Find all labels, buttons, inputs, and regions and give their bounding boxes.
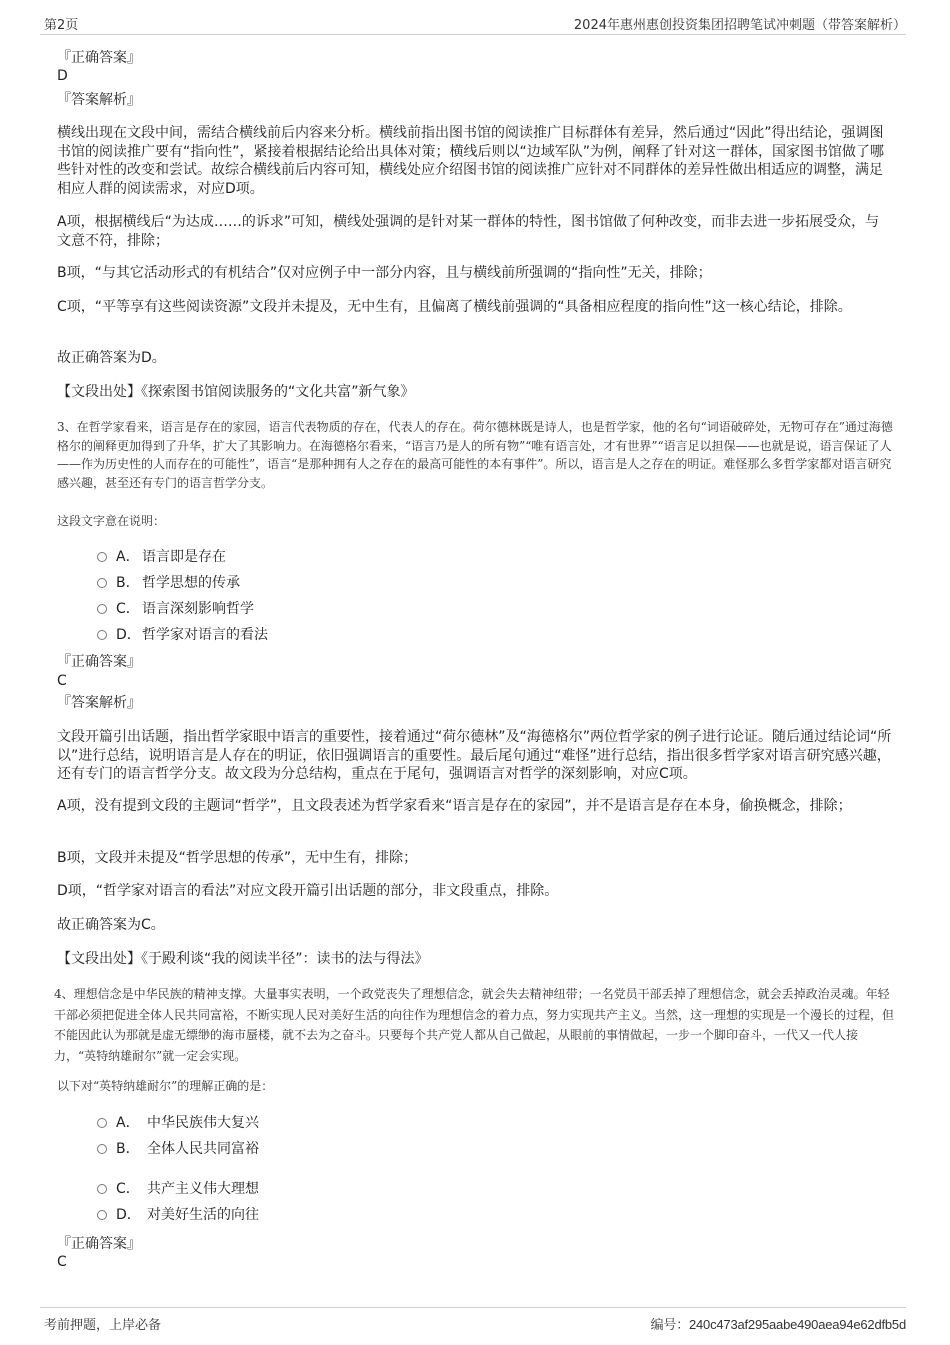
radio-icon[interactable] [97, 630, 107, 640]
radio-icon[interactable] [97, 552, 107, 562]
option-b[interactable] [97, 1140, 259, 1158]
option-b[interactable] [97, 574, 240, 592]
option-text: 语言深刻影响哲学 [142, 601, 254, 617]
radio-icon[interactable] [97, 578, 107, 588]
conclusion: 故正确答案为D。 [57, 350, 166, 366]
option-a[interactable] [97, 1114, 259, 1132]
option-label: D． [116, 627, 141, 643]
question-4-text: 4、理想信念是中华民族的精神支撑。大量事实表明，一个政党丧失了理想信念，就会失去精神纽带；一名党员干部丢掉了理想信念，就会丢掉政治灵魂。年轻干部必须把促进全体人民共同富裕，不断实现人民对美好生活的向往作为理想信念的着力点，努力实现共产主义。当然，这一理想的实现是一个漫长的过程，但不能因此认为那就是虚无缥缈的海市蜃楼，就不去为之奋斗。只要每个共产党人都从自己做起，从眼前的事情做起，一步一个脚印奋斗，一代又一代人接力，“英特纳雄耐尔”就一定会实现。 [54, 987, 895, 1063]
option-label: A． [116, 1115, 140, 1131]
document-code: 编号：240c473af295aabe490aea94e62dfb5d [650, 1317, 906, 1332]
option-text: 语言即是存在 [142, 549, 226, 565]
question-4-prompt: 以下对“英特纳雄耐尔”的理解正确的是： [57, 1079, 274, 1093]
option-c-analysis: C项，“平等享有这些阅读资源”文段并未提及，无中生有，且偏离了横线前强调的“具备相应程度的指向性”这一核心结论，排除。 [57, 299, 852, 315]
question-3-prompt: 这段文字意在说明： [57, 514, 166, 528]
option-c[interactable] [97, 1180, 259, 1198]
option-label: B． [116, 575, 140, 591]
radio-icon[interactable] [97, 604, 107, 614]
analysis-text: 横线出现在文段中间，需结合横线前后内容来分析。横线前指出图书馆的阅读推广目标群体有差异，然后通过“因此”得出结论，强调图书馆的阅读推广要有“指向性”，紧接着根据结论给出具体对策；横线后则以“边域军队”为例，阐释了针对这一群体，国家图书馆做了哪些针对性的改变和尝试。故综合横线前后内容可知，横线处应介绍图书馆的阅读推广应针对不同群体的差异性做出相适应的调整，满足相应人群的阅读需求，对应D项。 [57, 125, 885, 197]
option-label: C． [116, 601, 140, 617]
option-text: 共产主义伟大理想 [147, 1181, 259, 1197]
analysis-text: 文段开篇引出话题，指出哲学家眼中语言的重要性，接着通过“荷尔德林”及“海德格尔”两位哲学家的例子进行论证。随后通过结论词“所以”进行总结，说明语言是人存在的明证，依旧强调语言的重要性。最后尾句通过“难怪”进行总结，指出很多哲学家对语言研究感兴趣，还有专门的语言哲学分支。故文段为分总结构，重点在于尾句，强调语言对哲学的深刻影响，对应C项。 [57, 729, 892, 782]
answer-value: C [57, 673, 67, 689]
answer-label: 『正确答案』 [57, 654, 141, 670]
answer-label: 『正确答案』 [57, 50, 141, 66]
option-a-analysis: A项，没有提到文段的主题词“哲学”，且文段表述为哲学家看来“语言是存在的家园”，并不是语言是存在本身，偷换概念，排除； [57, 798, 852, 814]
document-title: 2024年惠州惠创投资集团招聘笔试冲刺题（带答案解析） [573, 18, 906, 33]
option-text: 中华民族伟大复兴 [147, 1115, 259, 1131]
analysis-label: 『答案解析』 [57, 92, 141, 108]
option-b-analysis: B项，“与其它活动形式的有机结合”仅对应例子中一部分内容，且与横线前所强调的“指向性”无关，排除； [57, 265, 712, 281]
option-c[interactable] [97, 600, 254, 618]
answer-value: C [57, 1254, 67, 1270]
option-text: 对美好生活的向往 [147, 1207, 259, 1223]
source: 【文段出处】《于殿利谈“我的阅读半径”：读书的法与得法》 [57, 951, 429, 967]
option-label: A． [116, 549, 140, 565]
radio-icon[interactable] [97, 1184, 107, 1194]
option-text: 全体人民共同富裕 [147, 1141, 259, 1157]
option-d-analysis: D项，“哲学家对语言的看法”对应文段开篇引出话题的部分，非文段重点，排除。 [57, 883, 559, 899]
conclusion: 故正确答案为C。 [57, 917, 165, 933]
option-label: B． [116, 1141, 140, 1157]
source: 【文段出处】《探索图书馆阅读服务的“文化共富”新气象》 [57, 384, 415, 400]
footer-slogan: 考前押题，上岸必备 [44, 1318, 162, 1333]
option-b-analysis: B项，文段并未提及“哲学思想的传承”，无中生有，排除； [57, 850, 418, 866]
analysis-label: 『答案解析』 [57, 695, 141, 711]
radio-icon[interactable] [97, 1210, 107, 1220]
option-a-analysis: A项，根据横线后“为达成……的诉求”可知，横线处强调的是针对某一群体的特性，图书馆做了何种改变，而非去进一步拓展受众，与文意不符，排除； [57, 214, 880, 249]
option-d[interactable] [97, 626, 268, 644]
option-a[interactable] [97, 548, 226, 566]
answer-value: D [57, 68, 68, 84]
option-label: D． [116, 1207, 141, 1223]
answer-label: 『正确答案』 [57, 1236, 141, 1252]
option-text: 哲学思想的传承 [142, 575, 240, 591]
question-3-text: 3、在哲学家看来，语言是存在的家园，语言代表物质的存在，代表人的存在。荷尔德林既是诗人，也是哲学家，他的名句“词语破碎处，无物可存在”通过海德格尔的阐释更加得到了升华，扩大了其影响力。在海德格尔看来，“语言乃是人的所有物”“唯有语言处，才有世界”“语言足以担保——也就是说，语言保证了人——作为历史性的人而存在的可能性”，语言“是那种拥有人之存在的最高可能性的本有事件”。所以，语言是人之存在的明证。难怪那么多哲学家都对语言研究感兴趣，甚至还有专门的语言哲学分支。 [57, 420, 893, 490]
option-label: C． [116, 1181, 140, 1197]
page-number: 第2页 [44, 18, 79, 33]
radio-icon[interactable] [97, 1144, 107, 1154]
radio-icon[interactable] [97, 1118, 107, 1128]
option-d[interactable] [97, 1206, 259, 1224]
page-footer [40, 1307, 906, 1338]
option-text: 哲学家对语言的看法 [142, 627, 268, 643]
page-header [40, 12, 906, 35]
